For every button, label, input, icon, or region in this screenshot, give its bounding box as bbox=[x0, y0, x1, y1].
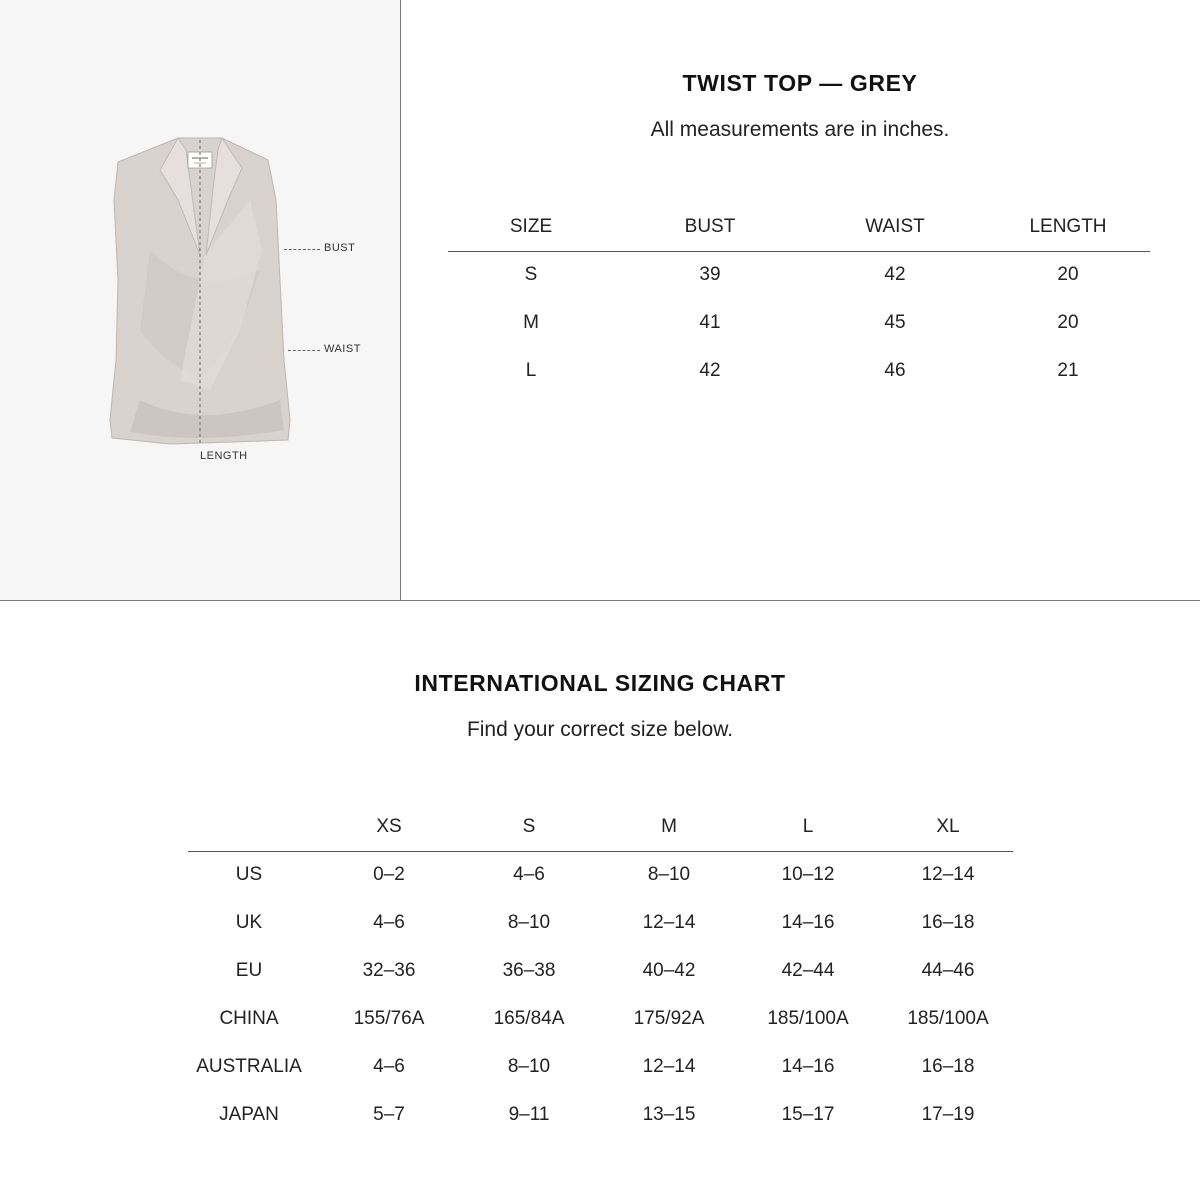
col-header-size: M bbox=[661, 816, 677, 837]
size-cell: 185/100A bbox=[907, 1008, 989, 1029]
size-cell: 8–10 bbox=[507, 912, 551, 933]
col-header-waist: WAIST bbox=[865, 216, 925, 237]
size-cell: 8–10 bbox=[647, 864, 691, 885]
product-subtitle: All measurements are in inches. bbox=[650, 118, 950, 141]
size-cell: M bbox=[523, 312, 539, 333]
size-cell: 16–18 bbox=[921, 912, 975, 933]
size-cell: 185/100A bbox=[767, 1008, 849, 1029]
bust-cell: 42 bbox=[699, 360, 721, 381]
length-cell: 20 bbox=[1057, 264, 1079, 285]
region-cell: EU bbox=[235, 960, 263, 981]
size-cell: 8–10 bbox=[507, 1056, 551, 1077]
size-cell: 13–15 bbox=[642, 1104, 696, 1125]
size-cell: 9–11 bbox=[508, 1104, 550, 1125]
col-header-bust: BUST bbox=[684, 216, 736, 237]
bust-cell: 41 bbox=[699, 312, 721, 333]
waist-label: WAIST bbox=[324, 343, 361, 355]
size-cell: 14–16 bbox=[781, 1056, 835, 1077]
size-cell: 175/92A bbox=[633, 1008, 705, 1029]
size-cell: 42–44 bbox=[781, 960, 835, 981]
international-table-header-rule bbox=[188, 851, 1013, 852]
size-cell: 12–14 bbox=[642, 912, 696, 933]
section-divider bbox=[0, 600, 1200, 601]
waist-cell: 45 bbox=[884, 312, 906, 333]
twist-top-image bbox=[0, 0, 400, 600]
bust-label: BUST bbox=[324, 242, 356, 254]
col-header-length: LENGTH bbox=[1029, 216, 1107, 237]
size-cell: 14–16 bbox=[781, 912, 835, 933]
international-subtitle: Find your correct size below. bbox=[466, 718, 734, 741]
size-cell: 10–12 bbox=[781, 864, 835, 885]
size-cell: 155/76A bbox=[353, 1008, 425, 1029]
size-cell: 44–46 bbox=[921, 960, 975, 981]
size-cell: 4–6 bbox=[373, 1056, 405, 1077]
size-cell: L bbox=[525, 360, 537, 381]
size-cell: 12–14 bbox=[921, 864, 975, 885]
size-cell: 4–6 bbox=[513, 864, 545, 885]
size-cell: 36–38 bbox=[502, 960, 556, 981]
col-header-size: XS bbox=[376, 816, 402, 837]
size-cell: 12–14 bbox=[642, 1056, 696, 1077]
waist-measure-line bbox=[288, 350, 320, 351]
region-cell: JAPAN bbox=[219, 1104, 279, 1125]
size-cell: 165/84A bbox=[493, 1008, 565, 1029]
region-cell: US bbox=[235, 864, 263, 885]
product-title: TWIST TOP — GREY bbox=[682, 70, 918, 96]
size-cell: 16–18 bbox=[921, 1056, 975, 1077]
size-cell: S bbox=[524, 264, 538, 285]
length-cell: 21 bbox=[1057, 360, 1079, 381]
region-cell: AUSTRALIA bbox=[196, 1056, 302, 1077]
size-cell: 15–17 bbox=[781, 1104, 835, 1125]
region-cell: UK bbox=[235, 912, 263, 933]
waist-cell: 42 bbox=[884, 264, 906, 285]
bust-measure-line bbox=[284, 249, 320, 250]
bust-cell: 39 bbox=[699, 264, 721, 285]
size-cell: 40–42 bbox=[642, 960, 696, 981]
waist-cell: 46 bbox=[884, 360, 906, 381]
size-cell: 5–7 bbox=[373, 1104, 405, 1125]
length-cell: 20 bbox=[1057, 312, 1079, 333]
product-table-header-rule bbox=[448, 251, 1150, 252]
col-header-size: SIZE bbox=[509, 216, 553, 237]
product-image-panel bbox=[0, 0, 401, 600]
col-header-size: XL bbox=[936, 816, 960, 837]
international-title: INTERNATIONAL SIZING CHART bbox=[414, 670, 786, 696]
size-cell: 17–19 bbox=[921, 1104, 975, 1125]
size-cell: 4–6 bbox=[373, 912, 405, 933]
size-cell: 32–36 bbox=[362, 960, 416, 981]
region-cell: CHINA bbox=[219, 1008, 279, 1029]
col-header-size: S bbox=[522, 816, 536, 837]
size-cell: 0–2 bbox=[373, 864, 405, 885]
length-label: LENGTH bbox=[200, 450, 248, 462]
col-header-size: L bbox=[802, 816, 814, 837]
